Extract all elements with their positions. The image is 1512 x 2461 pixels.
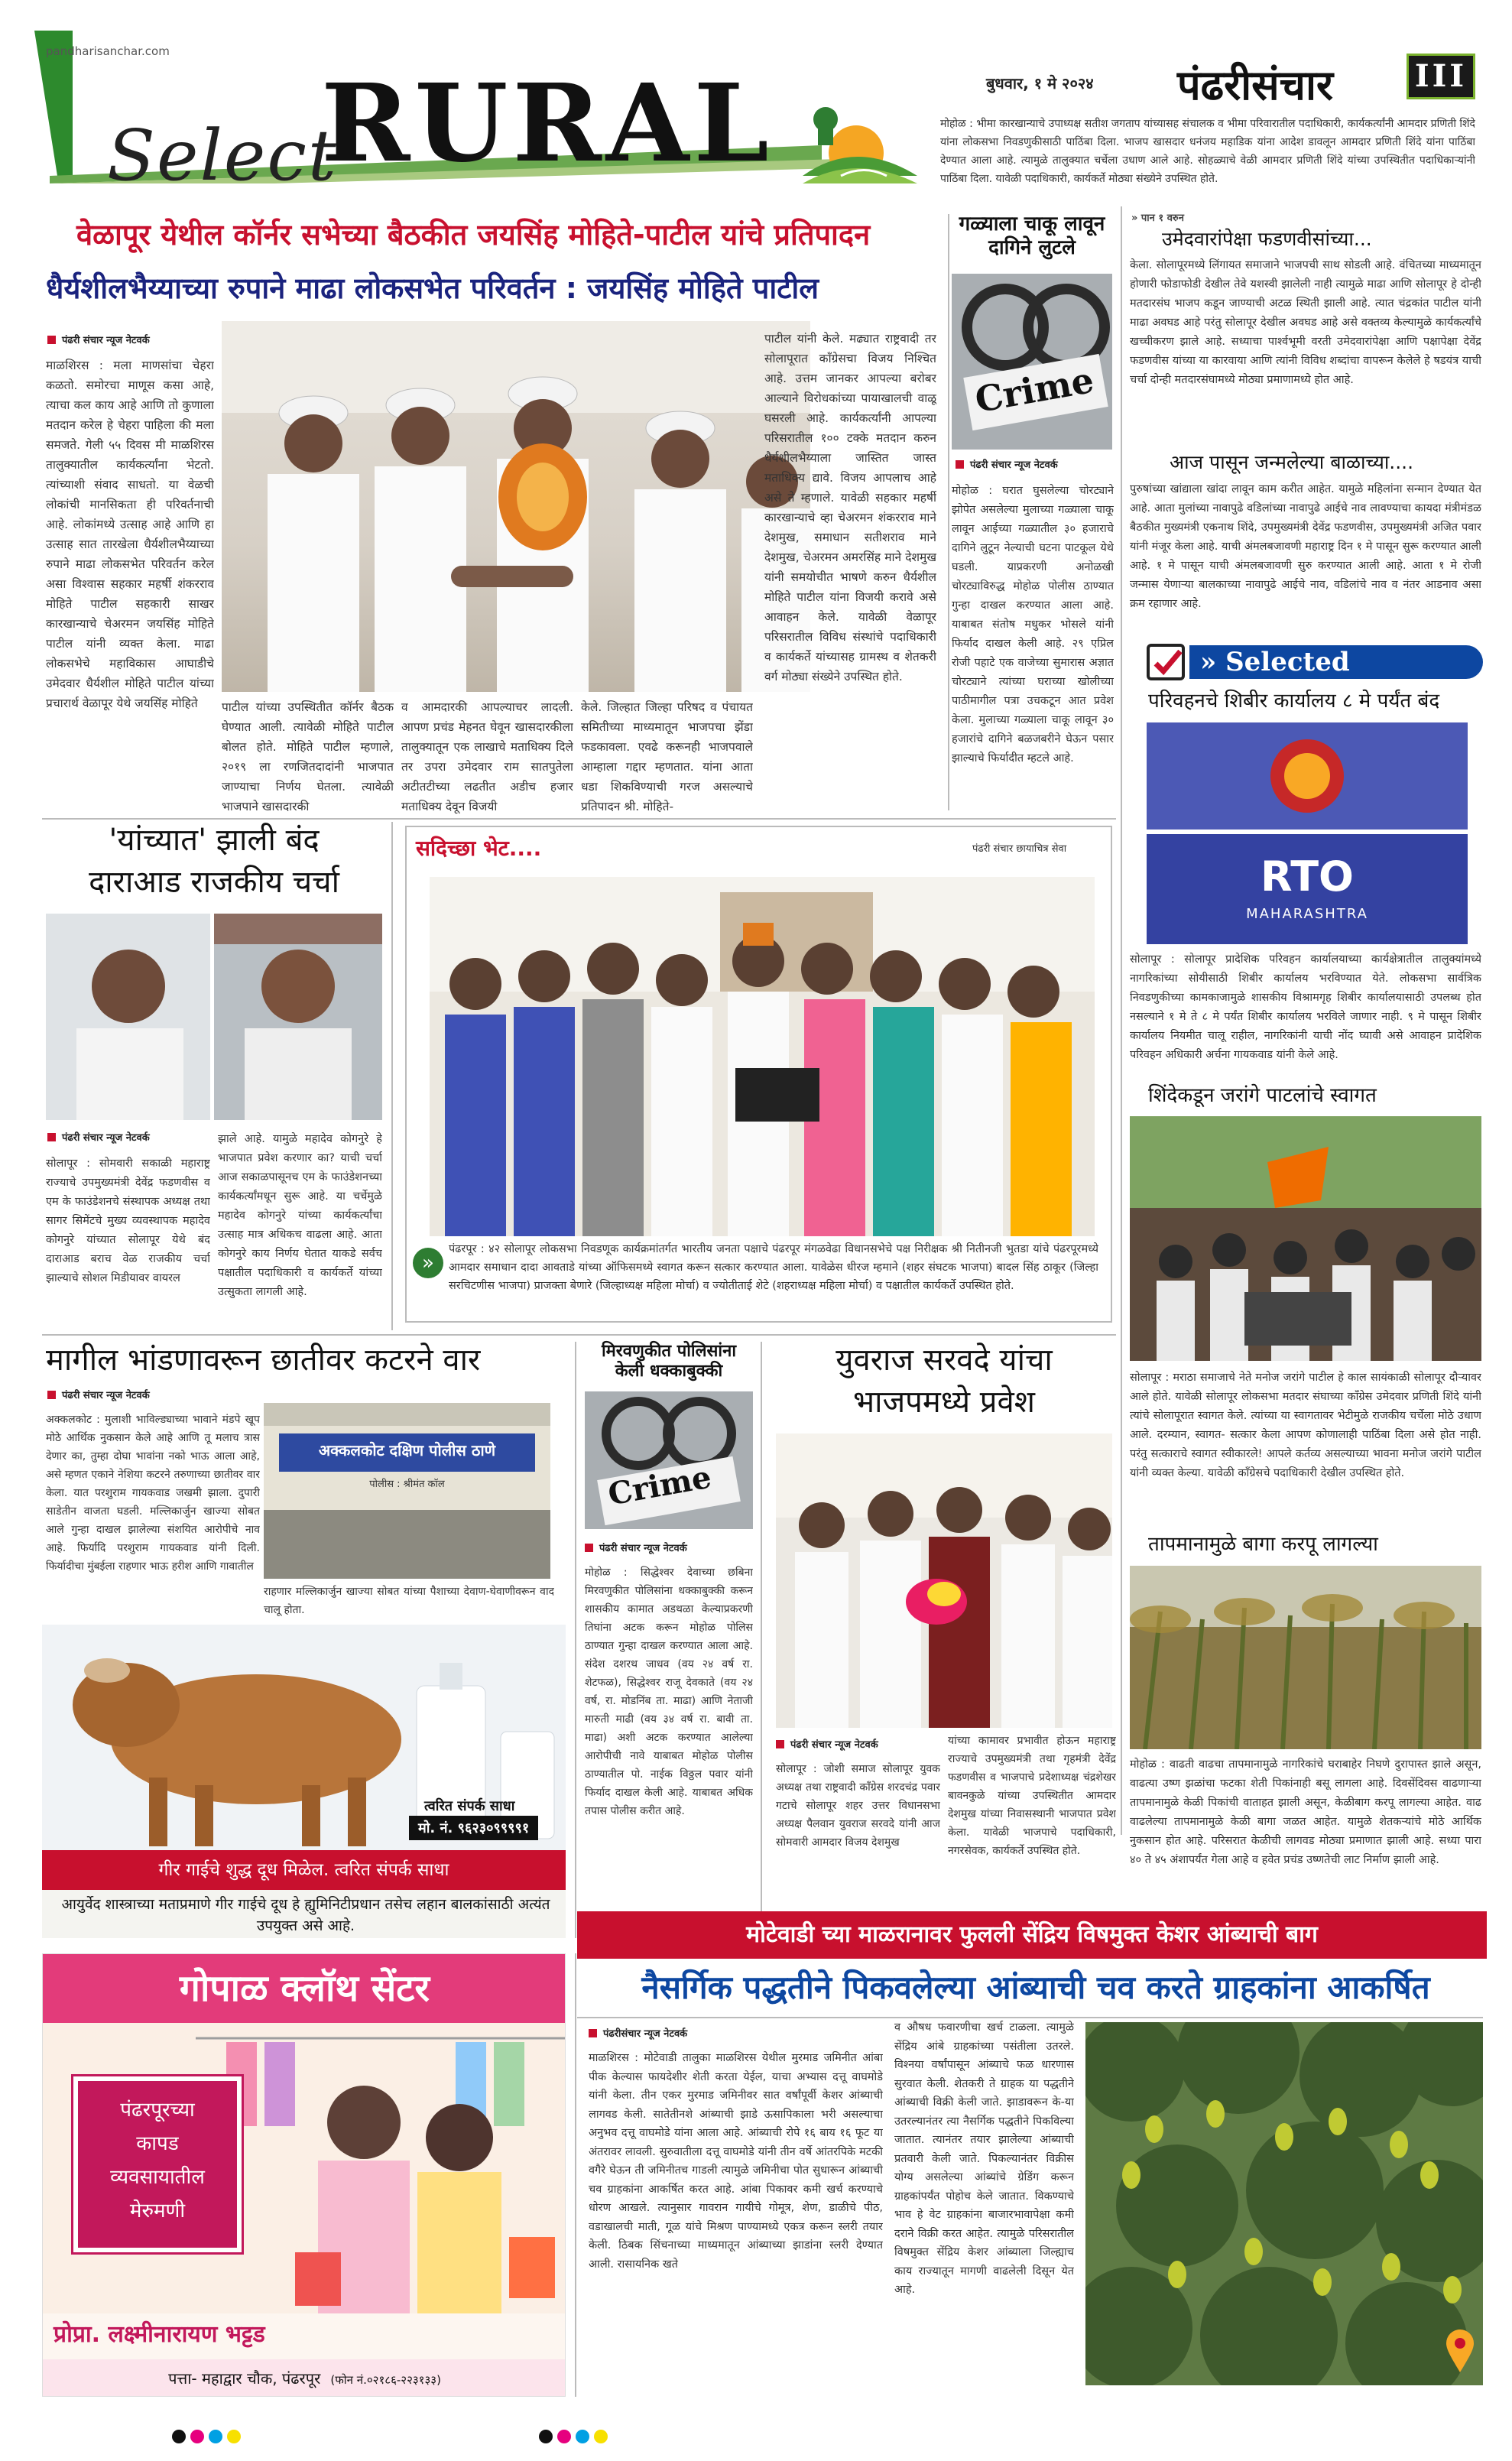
cloth-tagline-box	[73, 2076, 242, 2252]
divider	[575, 1953, 576, 2397]
rto-headline: परिवहनचे शिबीर कार्यालय ८ मे पर्यंत बंद	[1148, 690, 1440, 713]
top-story-text: मोहोळ : भीमा कारखान्याचे उपाध्यक्ष सतीश जगताप यांच्यासह संचालक व भीमा परिवारातील पदाधिकारी, कार्यकर्त्यांनी आमदार प्रणिती शिंदे यांना लोकसभा निवडणुकीसाठी पाठिंबा दिला. भाजप खासदार धनंजय महाडिक यांना आदेश डावलून आमदार प्रणिती शिंदे यांना पाठिंबा देण्यात आला आहे. त्यामुळे तालुक्यात चर्चेला उधाण आले आहे. सोहळ्याचे वेळी आमदार प्रणिती शिंदे यांच्या उपस्थितीत पदाधिकाऱ्यांनी पाठिंबा दिला. यावेळी पदाधिकारी, कार्यकर्ते मोठ्या संख्येने उपस्थित होते.	[940, 118, 1475, 185]
knife-byline	[47, 1388, 150, 1401]
farm-logo-icon	[795, 92, 925, 191]
registration-marks-center	[539, 2430, 612, 2443]
sadichha-box	[405, 826, 1112, 1323]
daraad-photo-left	[46, 914, 210, 1120]
rural-word: RURAL	[321, 61, 774, 187]
byline-square-icon	[956, 460, 964, 469]
daraad-byline-text: पंढरी संचार न्यूज नेटवर्क	[62, 1132, 150, 1144]
mango-photo	[1085, 2022, 1483, 2385]
sadichha-photo	[430, 877, 1095, 1236]
rto-photo-sub: MAHARASHTRA	[1246, 906, 1368, 922]
heat-headline: तापमानामुळे बागा करपू लागल्या	[1148, 1533, 1378, 1556]
byline-square-icon	[589, 2029, 597, 2037]
location-pin-icon	[1445, 2328, 1475, 2374]
lead-col2: पाटील यांच्या उपस्थितीत कॉर्नर बैठक घेण्यात आली. त्यावेळी मोहिते पाटील बोलत होते. मोहिते पाटील म्हणाले, २०१९ ला रणजितदादांनी भाजपात जाण्याचा निर्णय घेतला. त्यावेळी भाजपाने खासदारकी	[222, 700, 394, 813]
lead-kicker: वेळापूर येथील कॉर्नर सभेच्या बैठकीत जयसिंह मोहिते-पाटील यांचे प्रतिपादन	[76, 218, 871, 252]
reg-dot	[227, 2430, 241, 2443]
daraad-headline2: दाराआड राजकीय चर्चा	[89, 865, 339, 900]
knife-photo	[264, 1403, 550, 1579]
selected-label-text: Selected	[1225, 647, 1350, 677]
mango-byline	[589, 2026, 687, 2040]
selected-banner	[1147, 642, 1483, 682]
jarange-headline: शिंदेकडून जरांगे पाटलांचे स्वागत	[1148, 1084, 1377, 1107]
mango-col1: माळशिरस : मोटेवाडी तालुका माळशिरस येथील मुरमाड जमिनीत आंबा पीक केल्यास फायदेशीर शेती करता येईल, याचा अभ्यास दत्तू वाघमोडे यांनी केला. तीन एकर मुरमाड जमिनीवर सात वर्षांपूर्वी केशर आंब्याची लागवड केली. सातेतीनशे आंब्याची झाडे ऊसापिकाला भरी असल्याचा अनुभव दत्तू वाघमोडे यांना आला आहे. आंब्याची रोपे १६ बाय १६ फूट या अंतरावर लावली. सुरुवातीला दत्तू वाघमोडे यांनी तीन वर्षे आंतरपिके मटकी वगैरे घेऊन ती जमिनीतच गाडली त्यामुळे जमिनीचा पोत सुधारून आंब्याची चव ग्राहकांना आकर्षित करत आहे. आंबा पिकावर कमी खर्च करण्याचे धोरण आखले. त्यानुसार गावरान गायीचे गोमूत्र, शेण, डाळीचे पीठ, वडाखालची माती, गूळ यांचे मिश्रण पाण्यामध्ये एकत्र करून स्लरी तयार केली. ठिबक सिंचनाच्या माध्यमातून आंब्याच्या झाडांना स्लरी देण्यात आली. रासायनिक खते	[589, 2052, 883, 2271]
lead-col5: पाटील यांनी केले. मढ्यात राष्ट्रवादी तर सोलापूरात काँग्रेसचा विजय निश्चित आहे. उत्तम जानकर आपल्या बरोबर आल्याने विरोधकांच्या पायाखालची वाळू घसरली आहे. कार्यकर्त्यांनी आपल्या परिसरातील १०० टक्के मतदान करुन धैर्यशीलभैय्याला जास्तित जास्त मताधिक्य द्यावे. विजय आपलाच आहे असे ते म्हणाले. यावेळी सहकार महर्षी कारखान्याचे व्हा चेअरमन शंकरराव माने देशमुख, समाधान सतीशराव माने देशमुख, चेअरमन अमरसिंह माने देशमुख यांनी समयोचीत भाषणे करुन धैर्यशील मोहिते पाटील यांना विजयी करावे असे आवाहन केले. यावेळी वेळापूर परिसरातील विविध संस्थांचे पदाधिकारी व कार्यकर्ते यांच्यासह ग्रामस्थ व शेतकरी वर्ग मोठ्या संख्येने उपस्थित होते.	[764, 332, 936, 683]
reg-dot	[539, 2430, 553, 2443]
right-top-text: केला. सोलापूरमध्ये लिंगायत समाजाने भाजपची साथ सोडली आहे. वंचितच्या माध्यमातून होणारी फोडाफोडी देखील तेवे यशस्वी झालेली नाही त्यामुळे माढा आणि सोलापूर हे दोन्ही मतदारसंघ भाजप कडून जाण्याची अटळ स्थिती झाली आहे. त्यात चंद्रकांत पाटील यांनी माढा अवघड आहे परंतु सोलापूर देखील अवघड आहे असे वक्तव्य केल्यामुळे कार्यकर्त्यांचे खच्चीकरण झाले आहे. सध्याचा पार्श्वभूमी वरती उमेदवारांपेक्षा आणि पक्षापेक्षा देवेंद्र फडणवीस यांच्या या कारवाया आणि त्यांनी विविध शब्दांचा वापरून केलेले हे षडयंत्र याची चर्चा दोन्ही मतदारसंघामध्ये मोठ्या प्रमाणामध्ये होत आहे.	[1130, 259, 1481, 386]
jarange-text: सोलापूर : मराठा समाजाचे नेते मनोज जरांगे पाटील हे काल सायंकाळी सोलापूर दौऱ्यावर आले होते. यावेळी सोलापूर लोकसभा मतदार संघाच्या काँग्रेस उमेदवार प्रणिती शिंदे यांनी त्यांचे सोलापूरात स्वागत केले. त्यांच्या या स्वागतावर भेटीमुळे राजकीय चर्चेला मोठे उधाण आले. दरम्यान, स्वागत- सत्कार केला आपण कोणालाही पाठिंबा दिला असे होत नाही. परंतु सत्काराचे स्वागत स्वीकारले! आपले कर्तव्य असल्याच्या भावना मनोज जरांगे पाटील यांनी व्यक्त केल्या. यावेळी काँग्रेसचे पदाधिकारी देखील उपस्थित होते.	[1130, 1372, 1481, 1479]
divider	[391, 822, 393, 1330]
lead-headline: धैर्यशीलभैय्याच्या रुपाने माढा लोकसभेत परिवर्तन : जयसिंह मोहिते पाटील	[46, 271, 819, 305]
right-birth-text: पुरुषांच्या खांद्याला खांदा लावून काम करीत आहेत. यामुळे महिलांना सन्मान देण्यात येत आहे. आता मुलांच्या नावापुढे वडिलांच्या नावापुढे आईचे नाव लावण्याचा कायदा मंत्रीमंडळ बैठकीत मुख्यमंत्री एकनाथ शिंदे, उपमुख्यमंत्री देवेंद्र फडणवीस, उपमुख्यमंत्री अजित पवार यांनी मंजूर केला आहे. याची अंमलबजावणी महाराष्ट्र दिन १ मे पासून सुरू करण्यात आली आहे. १ मे पासून याची अंमलबजावणी सुरु करण्यात आली आहे. आता १ मे रोजी जन्मास येणाऱ्या बालकाच्या नावापुढे आईचे नाव, वडिलांचे नाव व नंतर आडनाव असा क्रम रहाणार आहे.	[1130, 483, 1481, 610]
byline-square-icon	[585, 1544, 593, 1552]
cloth-tag-line1: पंढरपूरच्या	[120, 2099, 195, 2122]
divider	[948, 214, 949, 810]
issue-date: बुधवार, १ मे २०२४	[986, 74, 1094, 93]
yuvraj-photo	[776, 1433, 1112, 1728]
crime1-photo	[952, 274, 1112, 450]
yuvraj-headline2: भाजपमध्ये प्रवेश	[853, 1385, 1035, 1420]
cloth-tag-line2: कापड	[136, 2132, 179, 2155]
cow-footnote: आयुर्वेद शास्त्राच्या मताप्रमाणे गीर गाईचे दूध हे ह्युमिनिटीप्रधान तसेच लहान बालकांसाठी अत्यंत उपयुक्त असे आहे.	[61, 1896, 550, 1934]
crime1-byline	[956, 457, 1058, 471]
mango-byline-text: पंढरीसंचार न्यूज नेटवर्क	[603, 2028, 688, 2040]
daraad-col1: सोलापूर : सोमवारी सकाळी महाराष्ट्र राज्याचे उपमुख्यमंत्री देवेंद्र फडणवीस व एम के फाउंडेशनचे संस्थापक अध्यक्ष तथा सागर सिमेंटचे मुख्य व्यवस्थापक महादेव कोगनुरे यांच्यात सोलापूर येथे बंद दाराआड बराच वेळ राजकीय चर्चा झाल्याचे सोशल मिडीयावर वायरल	[46, 1157, 210, 1284]
sadichha-caption: पंढरपूर : ४२ सोलापूर लोकसभा निवडणूक कार्यक्रमांतर्गत भारतीय जनता पक्षाचे पंढरपूर मंगळवेढा विधानसभेचे पक्ष निरीक्षक श्री नितीनजी भुतडा यांचे पंढरपूरमध्ये आमदार समाधान दादा आवताडे यांच्या ऑफिसमध्ये स्वागत करून सत्कार करण्यात आला. यावेळेस धीरज म्हमाने (शहर संघटक भाजपा) बादल सिंह ठाकूर (जिल्हा सरचिटणीस भाजपा) प्राजक्ता बेणारे (जिल्हाध्यक्ष महिला मोर्चा) व ज्योतीताई शेटे (शहराध्यक्ष महिला मोर्चा) व पक्षातील कार्यकर्ते उपस्थित होते.	[449, 1243, 1098, 1292]
divider	[575, 1342, 576, 1938]
cloth-tag-line3: व्यवसायातील	[110, 2166, 205, 2189]
lead-byline-text: पंढरी संचार न्यूज नेटवर्क	[62, 335, 150, 346]
cloth-ad[interactable]	[42, 1953, 566, 2397]
knife-text2: राहणार मल्लिकार्जुन खाज्या सोबत यांच्या पैशाच्या देवाण-घेवाणीवरून वाद चालू होता.	[264, 1586, 554, 1616]
cloth-tag-line4: मेरुमणी	[129, 2200, 186, 2222]
knife-sign-line2: पोलीस : श्रीमंत कॉल	[369, 1479, 445, 1490]
knife-headline: मागील भांडणावरून छातीवर कटरने वार	[46, 1343, 481, 1378]
reg-dot	[594, 2430, 608, 2443]
crime2-text: मोहोळ : सिद्धेश्वर देवाच्या छबिना मिरवणुकीत पोलिसांना धक्काबुक्की करून शासकीय कामात अडथळा केल्याप्रकरणी तिघांना अटक करून मोहोळ पोलिस ठाण्यात गुन्हा दाखल करण्यात आला आहे. संदेश दशरथ जाधव (वय २४ वर्ष रा. शेटफळ), सिद्धेश्वर राजू देवकाते (वय २४ वर्ष, रा. मोडनिंब ता. माढा) आणि नेताजी मारुती माढी (वय ३४ वर्ष रा. बावी ता. माढा) अशी अटक करण्यात आलेल्या आरोपीची नावे याबाबत मोहोळ पोलीस ठाण्यातील पो. नाईक विठ्ठल पवार यांनी फिर्याद दाखल केली आहे. याबाबत अधिक तपास पोलीस करीत आहे.	[585, 1567, 753, 1817]
cloth-phone[interactable]: (फोन नं.०२१८६-२२३१३३)	[330, 2373, 441, 2387]
heat-text: मोहोळ : वाढती वाढचा तापमानामुळे नागरिकांचे घराबाहेर निघणे दुरापास्त झाले असून, वाढत्या उष्ण झळांचा फटका शेती पिकांनाही बसू लागला आहे. दिवसेंदिवस वाढणाऱ्या तापमानामुळे केळी पिकांची वाताहत झाली असून, केळीबाग करपू लागल्या आहेत. वाढ वाढलेल्या तापमानामुळे केळी बागा जळत आहेत. यामुळे शेतकऱ्यांचे मोठे आर्थिक नुकसान होत आहे. परिसरात केळीची लागवड मोठ्या प्रमाणात झाली आहे. सध्या पारा ४० ते ४५ अंशापर्यंत गेला आहे व हवेत प्रचंड उष्णतेची लाट निर्माण झाली आहे.	[1130, 1758, 1481, 1866]
crime2-photo	[585, 1391, 753, 1529]
divider	[761, 1342, 762, 1938]
knife-byline-text: पंढरी संचार न्यूज नेटवर्क	[62, 1390, 150, 1401]
sadichha-credit: पंढरी संचार छायाचित्र सेवा	[972, 843, 1067, 855]
sadichha-arrow-icon: »	[413, 1248, 443, 1278]
lead-photo	[222, 321, 810, 692]
page-number-badge	[1407, 54, 1475, 99]
reg-dot	[576, 2430, 589, 2443]
crime1-byline-text: पंढरी संचार न्यूज नेटवर्क	[970, 459, 1058, 471]
crime1-headline: गळ्याला चाकू लावून दागिने लुटले	[959, 213, 1105, 260]
cloth-address: पत्ता- महाद्वार चौक, पंढरपूर	[168, 2369, 321, 2388]
lead-col3: व आमदारकी आपल्याचर लादली. आपण प्रचंड मेहनत घेवून खासदारकीला तालुक्यातून एक लाखाचे मताधिक्य दिले तर उपरा उमेदवार राम सातपुतेला अटीतटीच्या लढतीत अडीच हजार मताधिक्य देवून विजयी	[401, 700, 573, 813]
crime1-text: मोहोळ : घरात घुसलेल्या चोरट्याने झोपेत असलेल्या मुलाच्या गळ्याला चाकू लावून आईच्या गळ्यातील ३० हजाराचे दागिने लुटून नेल्याची घटना पाटकूल येथे घडली. याप्रकरणी अनोळखी चोरट्याविरुद्ध मोहोळ पोलीस ठाण्यात गुन्हा दाखल करण्यात आला आहे. याबाबत संतोष मधुकर भोसले यांनी फिर्याद दाखल केली आहे. २९ एप्रिल रोजी पहाटे एक वाजेच्या सुमारास अज्ञात चोरट्याने त्यांच्या घराच्या खोलीच्या पाठीमागील पत्रा उचकटून आत प्रवेश केला. मुलाच्या गळ्याला चाकू लावून ३० हजारांचे दागिने बळजबरीने घेऊन पसार झाल्याचे फिर्यादीत म्हटले आहे.	[952, 485, 1114, 765]
rto-text: सोलापूर : सोलापूर प्रादेशिक परिवहन कार्यालयाच्या कार्यक्षेत्रातील तालुक्यांमध्ये नागरिकांच्या सोयीसाठी शिबीर कार्यालय भरविण्यात येते. लोकसभा सार्वत्रिक निवडणुकीच्या कामकाजामुळे शासकीय विश्रामगृह शिबीर कार्यालयासाठी उपलब्ध होत नसल्याने १ मे ते ८ मे पर्यंत शिबीर कार्यालय भरविले जाणार नाही. ९ मे पासून शिबीर कार्यालय नियमीत चालू राहील, नागरिकांनी याची नोंद घ्यावी असे आवाहन प्रादेशिक परिवहन अधिकारी अर्चना गायकवाड यांनी केले आहे.	[1130, 953, 1481, 1061]
crime2-photo-word: Crime	[605, 1459, 714, 1513]
crime2-byline	[585, 1541, 687, 1554]
byline-square-icon	[47, 1391, 56, 1399]
cow-banner: गीर गाईचे शुद्ध दूध मिळेल. त्वरित संपर्क साधा	[42, 1850, 566, 1890]
yuvraj-byline	[776, 1737, 878, 1751]
check-icon	[1147, 644, 1185, 680]
mango-kicker: मोटेवाडी च्या माळरानावर फुलली सेंद्रिय विषमुक्त केशर आंब्याची बाग	[746, 1921, 1318, 1948]
divider	[42, 818, 1116, 820]
right-top-headline: उमेदवारांपेक्षा फडणवीसांच्या...	[1162, 228, 1372, 250]
rto-photo-title: RTO	[1261, 852, 1354, 901]
sadichha-title: सदिच्छा भेट....	[416, 836, 542, 861]
crime1-photo-word: Crime	[972, 359, 1097, 421]
reg-dot	[190, 2430, 204, 2443]
brand-name: पंढरीसंचार	[1177, 61, 1334, 109]
page-numeral: III	[1414, 58, 1468, 94]
yuvraj-col2: यांच्या कामावर प्रभावीत होऊन महाराष्ट्र राज्याचे उपमुख्यमंत्री तथा गृहमंत्री देवेंद्र फडणवीस व भाजपाचे प्रदेशाध्यक्ष चंद्रशेखर बावनकुळे यांच्या उपस्थितीत आमदार देशमुख यांच्या निवासस्थानी भाजपात प्रवेश केला. यावेळी भाजपाचे पदाधिकारी, नगरसेवक, कार्यकर्ते उपस्थित होते.	[948, 1735, 1116, 1857]
reg-dot	[557, 2430, 571, 2443]
rto-photo	[1147, 722, 1468, 944]
selected-label: » Selected	[1189, 645, 1483, 679]
daraad-col2: झाले आहे. यामुळे महादेव कोगनुरे हे भाजपात प्रवेश करणार का? याची चर्चा आज सकाळपासूनच एम के फाउंडेशनच्या कार्यकर्त्यांमधून सुरू आहे. या चर्चेमुळे महादेव कोगनुरे यांच्या कार्यकर्त्यांचा उत्साह मात्र अधिकच वाढला आहे. आता कोगनुरे काय निर्णय घेतात याकडे सर्वच पक्षातील पदाधिकारी व कार्यकर्ते यांच्या उत्सुकता लागली आहे.	[218, 1133, 382, 1298]
lead-byline	[47, 333, 150, 346]
right-top-ref: » पान १ वरुन	[1131, 213, 1184, 224]
byline-square-icon	[47, 336, 56, 344]
site-url[interactable]: pandharisanchar.com	[46, 44, 170, 58]
right-birth-headline: आज पासून जन्मलेल्या बाळाच्या....	[1170, 451, 1414, 473]
crime2-headline: मिरवणुकीत पोलिसांना केली धक्काबुक्की	[601, 1342, 737, 1381]
byline-square-icon	[776, 1740, 784, 1748]
cloth-title: गोपाळ क्लॉथ सेंटर	[43, 1954, 566, 2023]
cow-phone[interactable]: मो. नं. ९६२३०९९९९१	[409, 1816, 538, 1840]
yuvraj-headline1: युवराज सरवदे यांचा	[835, 1343, 1053, 1378]
mango-headline: नैसर्गिक पद्धतीने पिकवलेल्या आंब्याची चव करते ग्राहकांना आकर्षित	[641, 1969, 1430, 2006]
mango-col2: व औषध फवारणीचा खर्च टाळला. त्यामुळे सेंद्रिय आंबे ग्राहकांच्या पसंतीला उतरले. विश्‍नया वर्षांपासून आंब्याचे फळ धारणास सुरवात केली. शेतकरी ते ग्राहक या पद्धतीने आंब्याची विक्री केली जाते. झाडावरून के-या उतरल्यानंतर त्या नैसर्गिक पद्धतीने पिकविल्या जातात. त्यानंतर तयार झालेल्या आंब्याची प्रतवारी केली जाते. पिकल्यानंतर विक्रीस योग्य असलेल्या आंब्यांचे ग्रेडिंग करून ग्राहकांपर्यंत पोहोच केले जातात. विकण्याचे भाव हे वेट ग्राहकांना बाजारभावापेक्षा कमी दराने विक्री करत आहेत. त्यामुळे परिसरातील विषमुक्त सेंद्रिय केशर आंब्याला जिल्ह्याच काय राज्यातून मागणी वाढलेली दिसून येत आहे.	[894, 2021, 1074, 2296]
cow-ad[interactable]	[42, 1625, 566, 1938]
mango-kicker-bar	[577, 1911, 1487, 1959]
divider	[42, 1334, 1116, 1336]
divider	[1121, 206, 1122, 1835]
daraad-headline1: 'यांच्यात' झाली बंद	[109, 823, 320, 858]
heat-photo	[1130, 1566, 1481, 1749]
cow-contact-label: त्वरित संपर्क साधा	[424, 1798, 515, 1814]
cloth-address-bar	[43, 2359, 566, 2397]
select-word: Select	[107, 115, 338, 196]
lead-col4: केले. जिल्हात जिल्हा परिषद व पंचायत समितीच्या माध्यमातून भाजपचा झेंडा फडकावला. एवढे करूनही भाजपवाले आम्हाला गद्दार म्हणतात. यांना आता धडा शिकविण्याची गरज असल्याचे प्रतिपादन श्री. मोहिते-	[581, 700, 753, 813]
jarange-photo	[1130, 1116, 1481, 1361]
masthead	[0, 0, 1512, 199]
byline-square-icon	[47, 1133, 56, 1141]
daraad-byline	[47, 1130, 150, 1144]
reg-dot	[172, 2430, 186, 2443]
yuvraj-col1: सोलापूर : जोशी समाज सोलापूर युवक अध्यक्ष तथा राष्ट्रवादी काँग्रेस शरदचंद्र पवार गटाचे सोलापूर शहर उत्तर विधानसभा अध्यक्ष पैलवान युवराज सरवदे यांनी आज सोमवारी आमदार विजय देशमुख	[776, 1763, 940, 1849]
lead-col1: माळशिरस : मला माणसांचा चेहरा कळतो. समोरचा माणूस कसा आहे, त्याचा कल काय आहे आणि तो कुणाला मतदान करेल हे चेहरा पाहिला की मला समजते. गेली ५५ दिवस मी माळशिरस तालुक्यातील कार्यकर्त्यांना भेटतो. त्यांच्याशी संवाद साधतो. या वेळची लोकांची मानसिकता ही परिवर्तनाची आहे. लोकांमध्ये उत्साह आहे आणि हा उत्साह सात तारखेला धैर्यशीलभैय्याच्या रुपाने माढा लोकसभेत परिवर्तन करेल असा विश्वास सहकार महर्षी शंकरराव मोहिते पाटील सहकारी साखर कारखान्याचे चेअरमन जयसिंह मोहिते पाटील यांनी व्यक्त केला. माढा लोकसभेचे महाविकास आघाडीचे उमेदवार धैर्यशील मोहिते पाटील यांच्या प्रचारार्थ वेळापूर येथे जयसिंह मोहिते	[46, 359, 214, 710]
reg-dot	[209, 2430, 222, 2443]
cloth-proprietor: प्रोप्रा. लक्ष्मीनारायण भट्टड	[54, 2321, 265, 2348]
registration-marks-left	[172, 2430, 245, 2443]
daraad-photo-right	[214, 914, 382, 1120]
crime2-byline-text: पंढरी संचार न्यूज नेटवर्क	[599, 1543, 687, 1554]
yuvraj-byline-text: पंढरी संचार न्यूज नेटवर्क	[790, 1739, 878, 1751]
knife-sign-line1: अक्कलकोट दक्षिण पोलीस ठाणे	[318, 1441, 496, 1459]
knife-text: अक्कलकोट : मुलाशी भाविल्ड्याच्या भावाने मंडपे खूप मोठे आर्थिक नुकसान केले आहे आणि तू मलाच त्रास देणार का, तुम्हा दोघा भावांना नको भाऊ आला आहे, असे म्हणत एकाने नेशिया कटरने तरुणाच्या छातीवर वार केला. यात परशुराम गायकवाड जखमी झाला. दुपारी साडेतीन वाजता घडली. मल्लिकार्जुन खाज्या सोबत आले गुन्हा दाखल झालेल्या संशयित आरोपीचे नाव आहे. फिर्यादि परशुराम गायकवाड यांनी दिली. फिर्यादीचा मुंबईला राहणार भाऊ हरीश आणि गावातील	[46, 1414, 260, 1573]
